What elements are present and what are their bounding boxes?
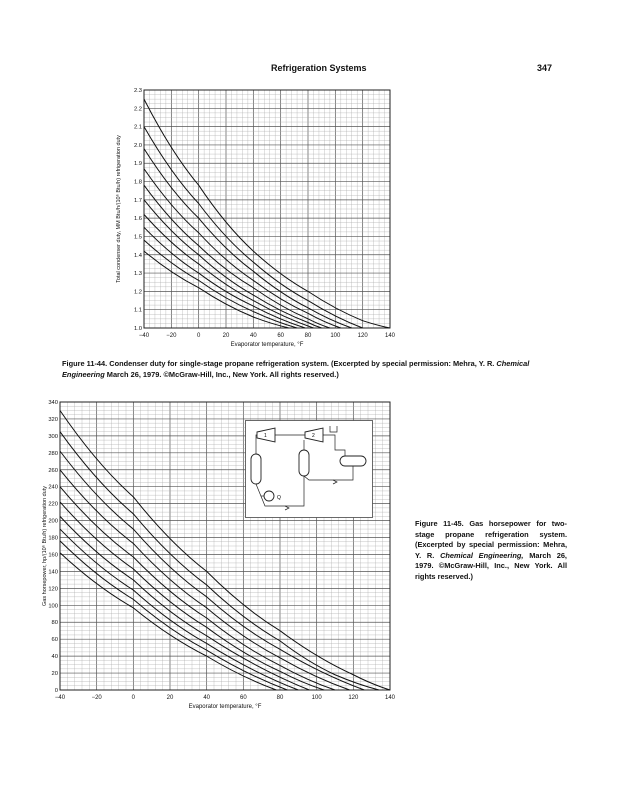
y-tick-label: 1.1 xyxy=(133,307,142,314)
caption-label: Figure 11-44. xyxy=(62,359,108,368)
x-tick-label: −20 xyxy=(91,695,102,701)
x-tick-label: 80 xyxy=(304,333,312,339)
x-tick-label: −40 xyxy=(138,333,150,339)
x-tick-label: 20 xyxy=(166,695,174,701)
y-tick-label: 340 xyxy=(48,400,58,406)
x-axis-label: Evaporator temperature, °F xyxy=(230,342,304,348)
series-line-9 xyxy=(60,541,287,690)
y-tick-label: 2.3 xyxy=(133,88,142,94)
y-tick-label: 1.7 xyxy=(133,197,142,204)
y-tick-label: 160 xyxy=(48,552,58,559)
y-tick-label: 60 xyxy=(51,637,58,644)
x-tick-label: 40 xyxy=(203,695,211,701)
x-tick-label: 100 xyxy=(330,333,341,339)
x-tick-label: 0 xyxy=(196,333,201,339)
caption-tail: March 26, 1979. ©McGraw-Hill, Inc., New York. All rights reserved.) xyxy=(106,369,339,379)
caption-text: Condenser duty for single-stage propane refrigeration system. (Excerpted by special permission: Mehra, Y. R. xyxy=(109,359,495,368)
y-tick-label: 140 xyxy=(48,569,58,576)
y-tick-label: 2.0 xyxy=(133,142,142,149)
running-header-title: Refrigeration Systems xyxy=(271,63,367,73)
x-tick-label: 80 xyxy=(276,695,284,701)
y-tick-label: 100 xyxy=(48,603,58,610)
y-tick-label: 1.8 xyxy=(133,179,142,186)
y-tick-label: 220 xyxy=(48,501,58,508)
y-tick-label: 280 xyxy=(48,450,58,457)
caption-tail: March 26, 1979. ©McGraw-Hill, Inc., New York. All rights reserved.) xyxy=(415,550,567,581)
inset-label-q: Q xyxy=(277,495,281,501)
y-tick-label: 1.3 xyxy=(133,271,142,278)
x-tick-label: 120 xyxy=(357,333,368,339)
y-tick-label: 0 xyxy=(54,688,58,694)
x-tick-label: 60 xyxy=(277,333,285,339)
inset-label-1: 1 xyxy=(264,433,267,439)
y-tick-label: 200 xyxy=(48,518,58,525)
y-tick-label: 2.2 xyxy=(133,106,142,113)
y-tick-label: 80 xyxy=(51,620,58,627)
caption-label: Figure 11-45. xyxy=(415,519,464,528)
x-tick-label: 40 xyxy=(249,333,257,339)
y-tick-label: 40 xyxy=(51,654,58,661)
y-tick-label: 1.4 xyxy=(133,252,142,259)
x-tick-label: 140 xyxy=(384,695,396,701)
y-axis-label: Gas horsepower, hp/(10⁶ Btu/h) refrigeration duty xyxy=(42,486,48,606)
inset-label-2: 2 xyxy=(312,433,315,439)
series-line-10 xyxy=(60,553,276,690)
x-tick-label: 0 xyxy=(131,695,136,701)
x-tick-label: 20 xyxy=(222,333,230,339)
figure-11-45-caption xyxy=(415,519,567,582)
y-tick-label: 180 xyxy=(48,535,58,542)
y-tick-label: 300 xyxy=(48,433,58,440)
caption-journal: Chemical Engineering xyxy=(62,359,530,379)
y-tick-label: 1.0 xyxy=(133,326,142,332)
y-tick-label: 1.9 xyxy=(133,161,142,168)
y-tick-label: 1.2 xyxy=(133,289,142,296)
x-tick-label: 140 xyxy=(384,333,396,339)
y-axis-label: Total condenser duty, MM Btu/h/(10⁶ Btu/h) refrigeration duty xyxy=(116,135,122,283)
y-tick-label: 120 xyxy=(48,586,58,593)
caption-text: Gas horsepower for two-stage propane refrigeration system. (Excerpted by special permission: Mehra, Y. R. xyxy=(415,519,567,560)
x-tick-label: −40 xyxy=(54,695,66,701)
figure-11-44-chart xyxy=(110,78,410,353)
page-number: 347 xyxy=(537,63,553,73)
y-tick-label: 1.5 xyxy=(133,234,142,241)
caption-journal: Chemical Engineering, xyxy=(440,550,524,560)
refrigeration-schematic-inset xyxy=(245,420,373,518)
x-tick-label: 100 xyxy=(311,695,322,701)
y-tick-label: 260 xyxy=(48,467,58,474)
y-tick-label: 20 xyxy=(51,671,58,678)
x-tick-label: 120 xyxy=(348,695,359,701)
figure-11-44-caption xyxy=(62,359,568,380)
x-tick-label: −20 xyxy=(166,333,177,339)
y-tick-label: 2.1 xyxy=(133,124,142,131)
y-tick-label: 320 xyxy=(48,416,58,423)
y-tick-label: 1.6 xyxy=(133,216,142,223)
y-tick-label: 240 xyxy=(48,484,58,491)
x-axis-label: Evaporator temperature, °F xyxy=(188,704,262,710)
x-tick-label: 60 xyxy=(239,695,247,701)
